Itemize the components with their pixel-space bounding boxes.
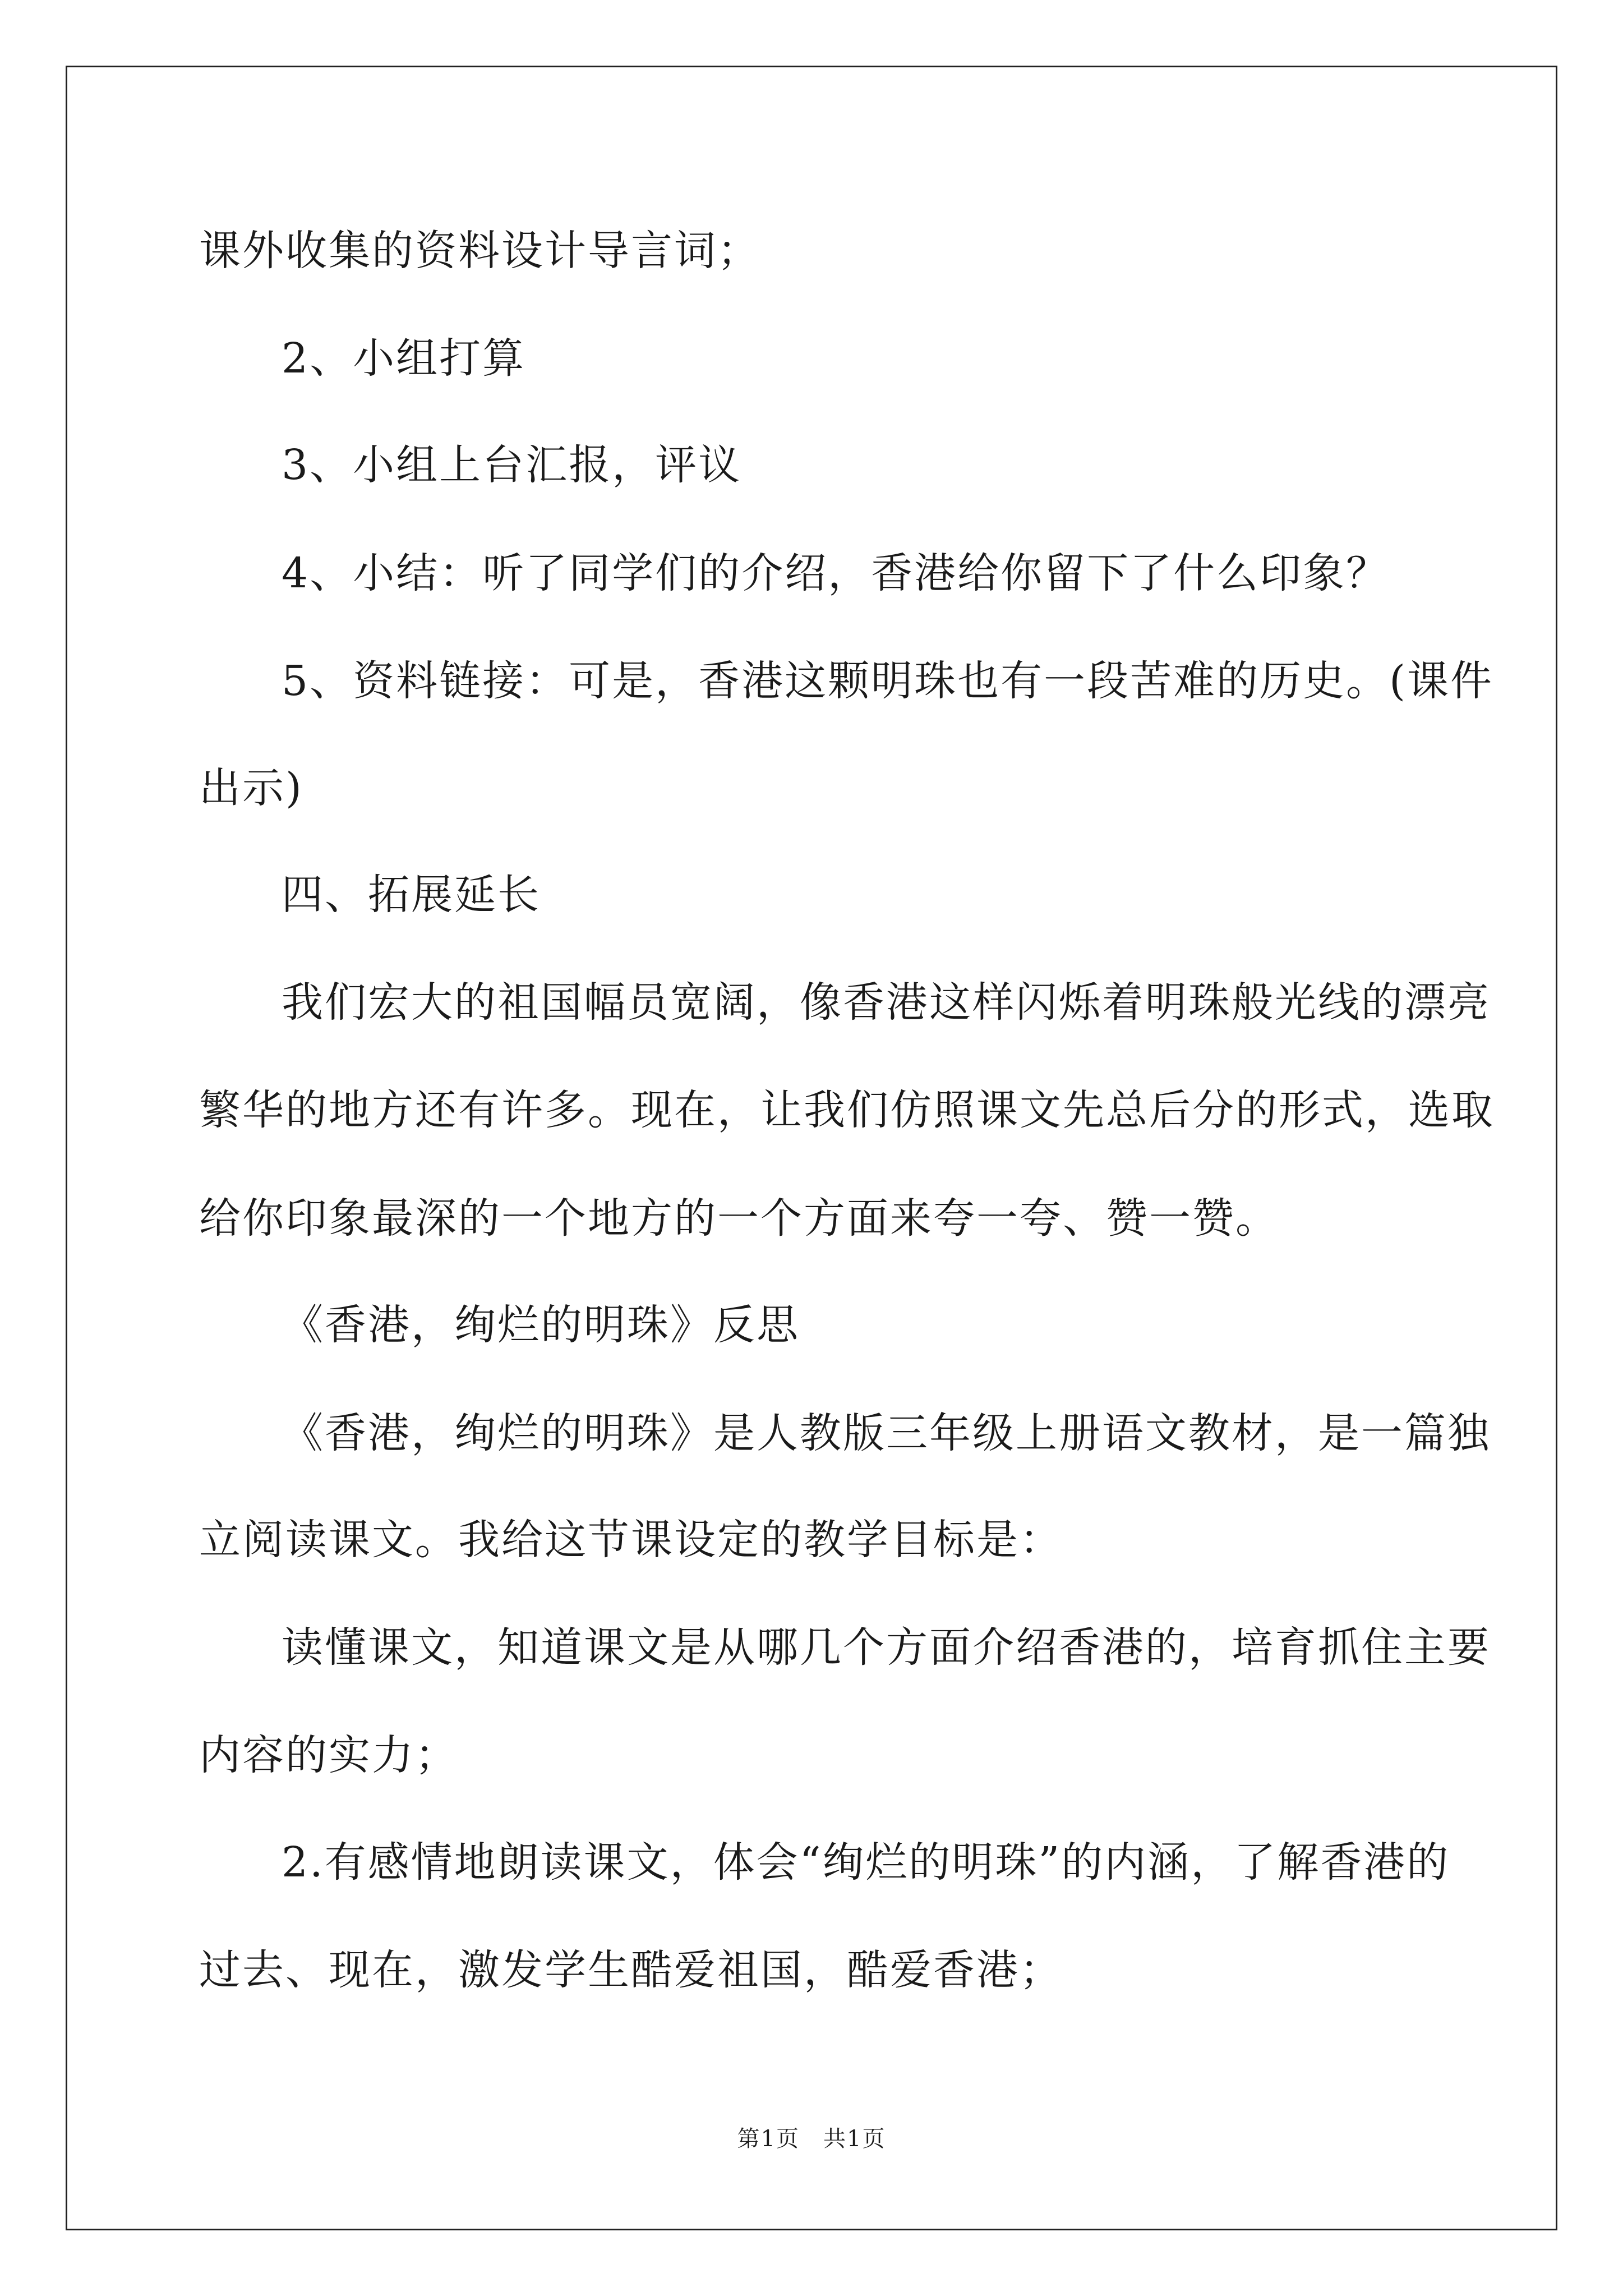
text-line: 给你印象最深的一个地方的一个方面来夸一夸、赞一赞。 <box>199 1194 1279 1243</box>
section-heading: 四、拓展延长 <box>282 871 541 919</box>
text-line: 繁华的地方还有许多。现在，让我们仿照课文先总后分的形式，选取 <box>199 1086 1495 1134</box>
text-line: 立阅读课文。我给这节课设定的教学目标是： <box>199 1516 1063 1564</box>
text-line: 4、小结：听了同学们的介绍，香港给你留下了什么印象？ <box>282 549 1390 597</box>
page-number: 第1页 共1页 <box>737 2126 886 2152</box>
text-line: 课外收集的资料设计导言词； <box>199 227 760 275</box>
text-line: 我们宏大的祖国幅员宽阔，像香港这样闪烁着明珠般光线的漂亮 <box>282 978 1491 1027</box>
section-heading: 《香港，绚烂的明珠》反思 <box>282 1301 800 1349</box>
text-line: 出示) <box>199 764 303 812</box>
text-line: 2、小组打算 <box>282 334 526 383</box>
text-line: 《香港，绚烂的明珠》是人教版三年级上册语文教材，是一篇独 <box>282 1409 1491 1457</box>
text-line: 过去、现在，激发学生酷爱祖国，酷爱香港； <box>199 1946 1063 1994</box>
text-line: 5、资料链接：可是，香港这颗明珠也有一段苦难的历史。(课件 <box>282 657 1493 705</box>
text-line: 3、小组上台汇报，评议 <box>282 441 742 489</box>
page-border <box>66 66 1557 2230</box>
text-line: 2.有感情地朗读课文，体会“绚烂的明珠”的内涵，了解香港的 <box>282 1838 1450 1887</box>
text-line: 读懂课文，知道课文是从哪几个方面介绍香港的，培育抓住主要 <box>282 1623 1491 1672</box>
text-line: 内容的实力； <box>199 1731 458 1779</box>
